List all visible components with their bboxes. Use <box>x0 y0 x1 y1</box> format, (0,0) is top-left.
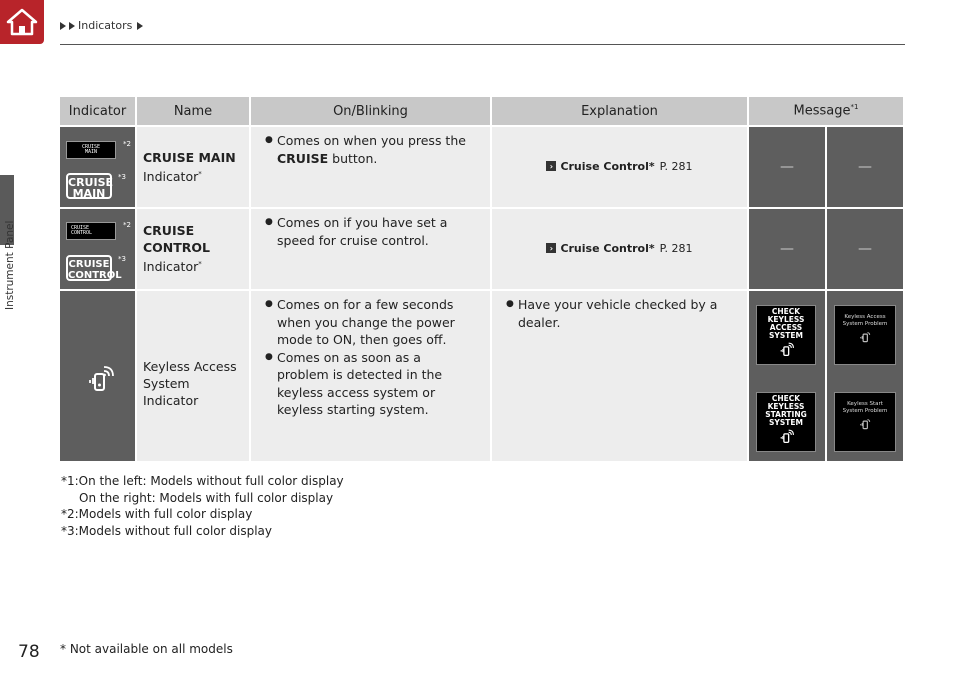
check-keyless-access-message: CHECK KEYLESS ACCESS SYSTEM <box>756 305 816 365</box>
icon-sup: *3 <box>118 255 126 263</box>
indicator-icon-cell <box>60 209 135 289</box>
keyless-start-problem-message: Keyless Start System Problem <box>834 392 896 452</box>
explanation-list <box>492 291 747 331</box>
breadcrumb-arrow-icon <box>69 22 75 30</box>
list-item: ● Comes on for a few seconds when you change the power mode to ON, then goes off. <box>265 296 475 349</box>
link-arrow-icon: › <box>546 243 556 253</box>
message-cell-left <box>749 127 825 207</box>
cross-reference-link[interactable]: › Cruise Control * P. 281 <box>492 209 747 287</box>
keyless-access-icon <box>857 415 873 431</box>
list-item: ● Comes on as soon as a problem is detected in the keyless access system or keyless starting system. <box>265 349 475 419</box>
section-label: Instrument Panel <box>4 220 16 310</box>
table-row <box>60 291 903 461</box>
breadcrumb-label[interactable]: Indicators <box>78 19 133 32</box>
indicator-name: CRUISE CONTROL Indicator* <box>143 223 211 275</box>
explanation-cell <box>492 209 747 289</box>
keyless-access-icon <box>776 427 796 445</box>
list-item: ● Comes on if you have set a speed for cruise control. <box>265 214 477 249</box>
message-cell-left <box>749 209 825 289</box>
check-keyless-starting-message: CHECK KEYLESS STARTING SYSTEM <box>756 392 816 452</box>
icon-sup: *2 <box>123 140 131 148</box>
column-header-explanation: Explanation <box>492 97 747 125</box>
cruise-control-indicator-icon: CRUISE CONTROL <box>66 255 112 281</box>
note-2: *2:Models with full color display <box>61 507 253 521</box>
note-1: *1:On the left: Models without full color display <box>61 474 344 488</box>
indicator-name: CRUISE MAIN Indicator* <box>143 150 236 185</box>
no-message-dash: — <box>858 159 872 175</box>
page-number: 78 <box>18 642 40 662</box>
breadcrumb-arrow-icon <box>60 22 66 30</box>
indicator-name: Keyless Access System Indicator <box>143 359 237 408</box>
message-cell-left <box>749 291 825 461</box>
icon-sup: *2 <box>123 221 131 229</box>
message-cell-right <box>827 209 903 289</box>
keyless-access-problem-message: Keyless Access System Problem <box>834 305 896 365</box>
indicator-name-cell <box>137 209 249 289</box>
note-1-continued: On the right: Models with full color display <box>79 490 334 505</box>
keyless-access-icon <box>857 328 873 344</box>
indicator-table <box>58 95 905 463</box>
cruise-main-small-display: CRUISE MAIN <box>66 141 116 159</box>
explanation-cell <box>492 291 747 461</box>
explanation-cell <box>492 127 747 207</box>
breadcrumb-arrow-icon <box>137 22 143 30</box>
breadcrumb[interactable] <box>60 19 144 32</box>
table-row <box>60 209 903 289</box>
indicator-icon-cell <box>60 127 135 207</box>
no-message-dash: — <box>780 159 794 175</box>
table-row <box>60 127 903 207</box>
list-item: ● Comes on when you press the CRUISE button. <box>265 132 484 167</box>
header-divider <box>60 44 905 45</box>
column-header-message <box>749 97 903 125</box>
column-header-name: Name <box>137 97 249 125</box>
message-header-label: Message <box>793 103 851 119</box>
keyless-access-icon <box>776 340 796 358</box>
table-notes <box>61 473 344 539</box>
on-blinking-list <box>251 209 490 249</box>
message-cell-right <box>827 127 903 207</box>
column-header-indicator: Indicator <box>60 97 135 125</box>
link-arrow-icon: › <box>546 161 556 171</box>
column-header-on-blinking: On/Blinking <box>251 97 490 125</box>
cruise-control-small-display: CRUISE CONTROL <box>66 222 116 240</box>
message-cell-right <box>827 291 903 461</box>
indicator-icon-cell <box>60 291 135 461</box>
list-item: ● Have your vehicle checked by a dealer. <box>506 296 741 331</box>
indicator-name-cell <box>137 127 249 207</box>
icon-sup: *3 <box>118 173 126 181</box>
cross-reference-link[interactable]: › Cruise Control * P. 281 <box>492 127 747 205</box>
home-icon <box>5 5 39 39</box>
keyless-access-icon <box>82 361 116 395</box>
on-blinking-list <box>251 127 490 167</box>
no-message-dash: — <box>780 241 794 257</box>
no-message-dash: — <box>858 241 872 257</box>
message-header-sup: *1 <box>850 103 859 112</box>
on-blinking-list <box>251 291 481 419</box>
footnote: * Not available on all models <box>60 642 233 656</box>
on-blinking-cell <box>251 127 490 207</box>
on-blinking-cell <box>251 291 490 461</box>
home-button[interactable] <box>0 0 44 44</box>
note-3: *3:Models without full color display <box>61 523 272 538</box>
on-blinking-cell <box>251 209 490 289</box>
cruise-main-indicator-icon: CRUISE MAIN <box>66 173 112 199</box>
indicator-name-cell <box>137 291 249 461</box>
